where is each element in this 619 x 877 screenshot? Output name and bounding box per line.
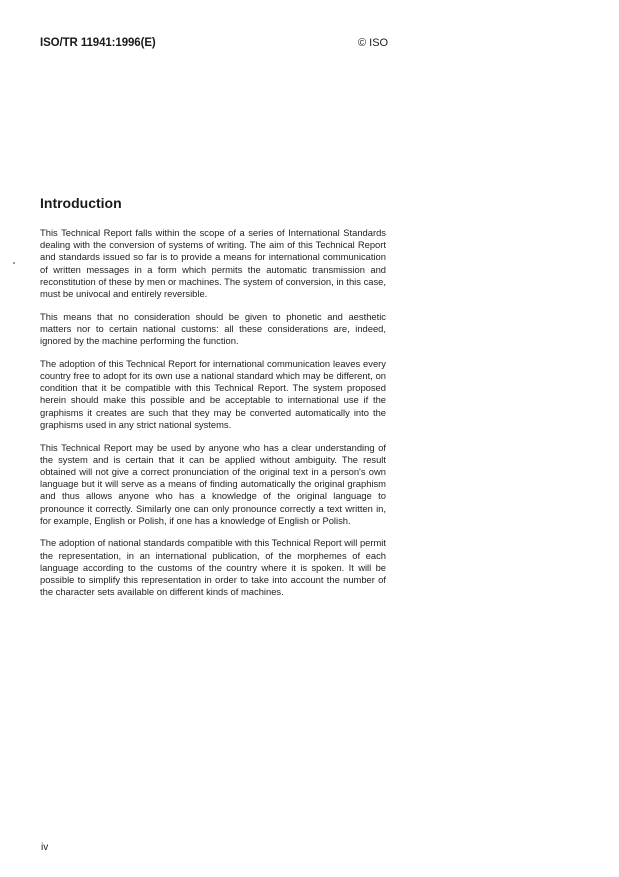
paragraph: The adoption of national standards compatible with this Technical Report will permit the representation, in an international publication, of the morphemes of each language according to the customs of the country where it is spoken. It will be possible to simplify this representation in order to take into account the number of the character sets available on different kinds of machines. <box>40 537 386 598</box>
paragraph: The adoption of this Technical Report for international communication leaves every country free to adopt for its own use a national standard which may be different, on condition that it be compatible with this Technical Report. The system proposed herein should make this possible and be acceptable to international use if the graphisms it creates are such that they may be converted automatically into the graphisms used in any strict national systems. <box>40 357 386 430</box>
section-title: Introduction <box>40 195 122 211</box>
paragraph: This means that no consideration should be given to phonetic and aesthetic matters nor to certain national customs: all these considerations are, indeed, ignored by the machine performing the function. <box>40 310 386 347</box>
document-identifier: ISO/TR 11941:1996(E) <box>40 37 156 49</box>
introduction-body <box>40 227 386 609</box>
scan-speck <box>13 262 15 264</box>
page-number: iv <box>41 842 49 853</box>
paragraph: This Technical Report falls within the scope of a series of International Standards dealing with the conversion of systems of writing. The aim of this Technical Report and standards issued so far is to provide a means for international communication of written messages in a form which permits the automatic transmission and reconstitution of these by men or machines. The system of conversion, in this case, must be univocal and entirely reversible. <box>40 227 386 300</box>
paragraph: This Technical Report may be used by anyone who has a clear understanding of the system and is certain that it can be applied without ambiguity. The result obtained will not give a correct pronunciation of the original text in a person's own language but it will serve as a means of finding automatically the original graphism and thus allows anyone who has a knowledge of the original language to pronounce it correctly. Similarly one can only pronounce correctly a text written in, for example, English or Polish, if one has a knowledge of English or Polish. <box>40 441 386 526</box>
copyright-notice: © ISO <box>358 37 389 49</box>
